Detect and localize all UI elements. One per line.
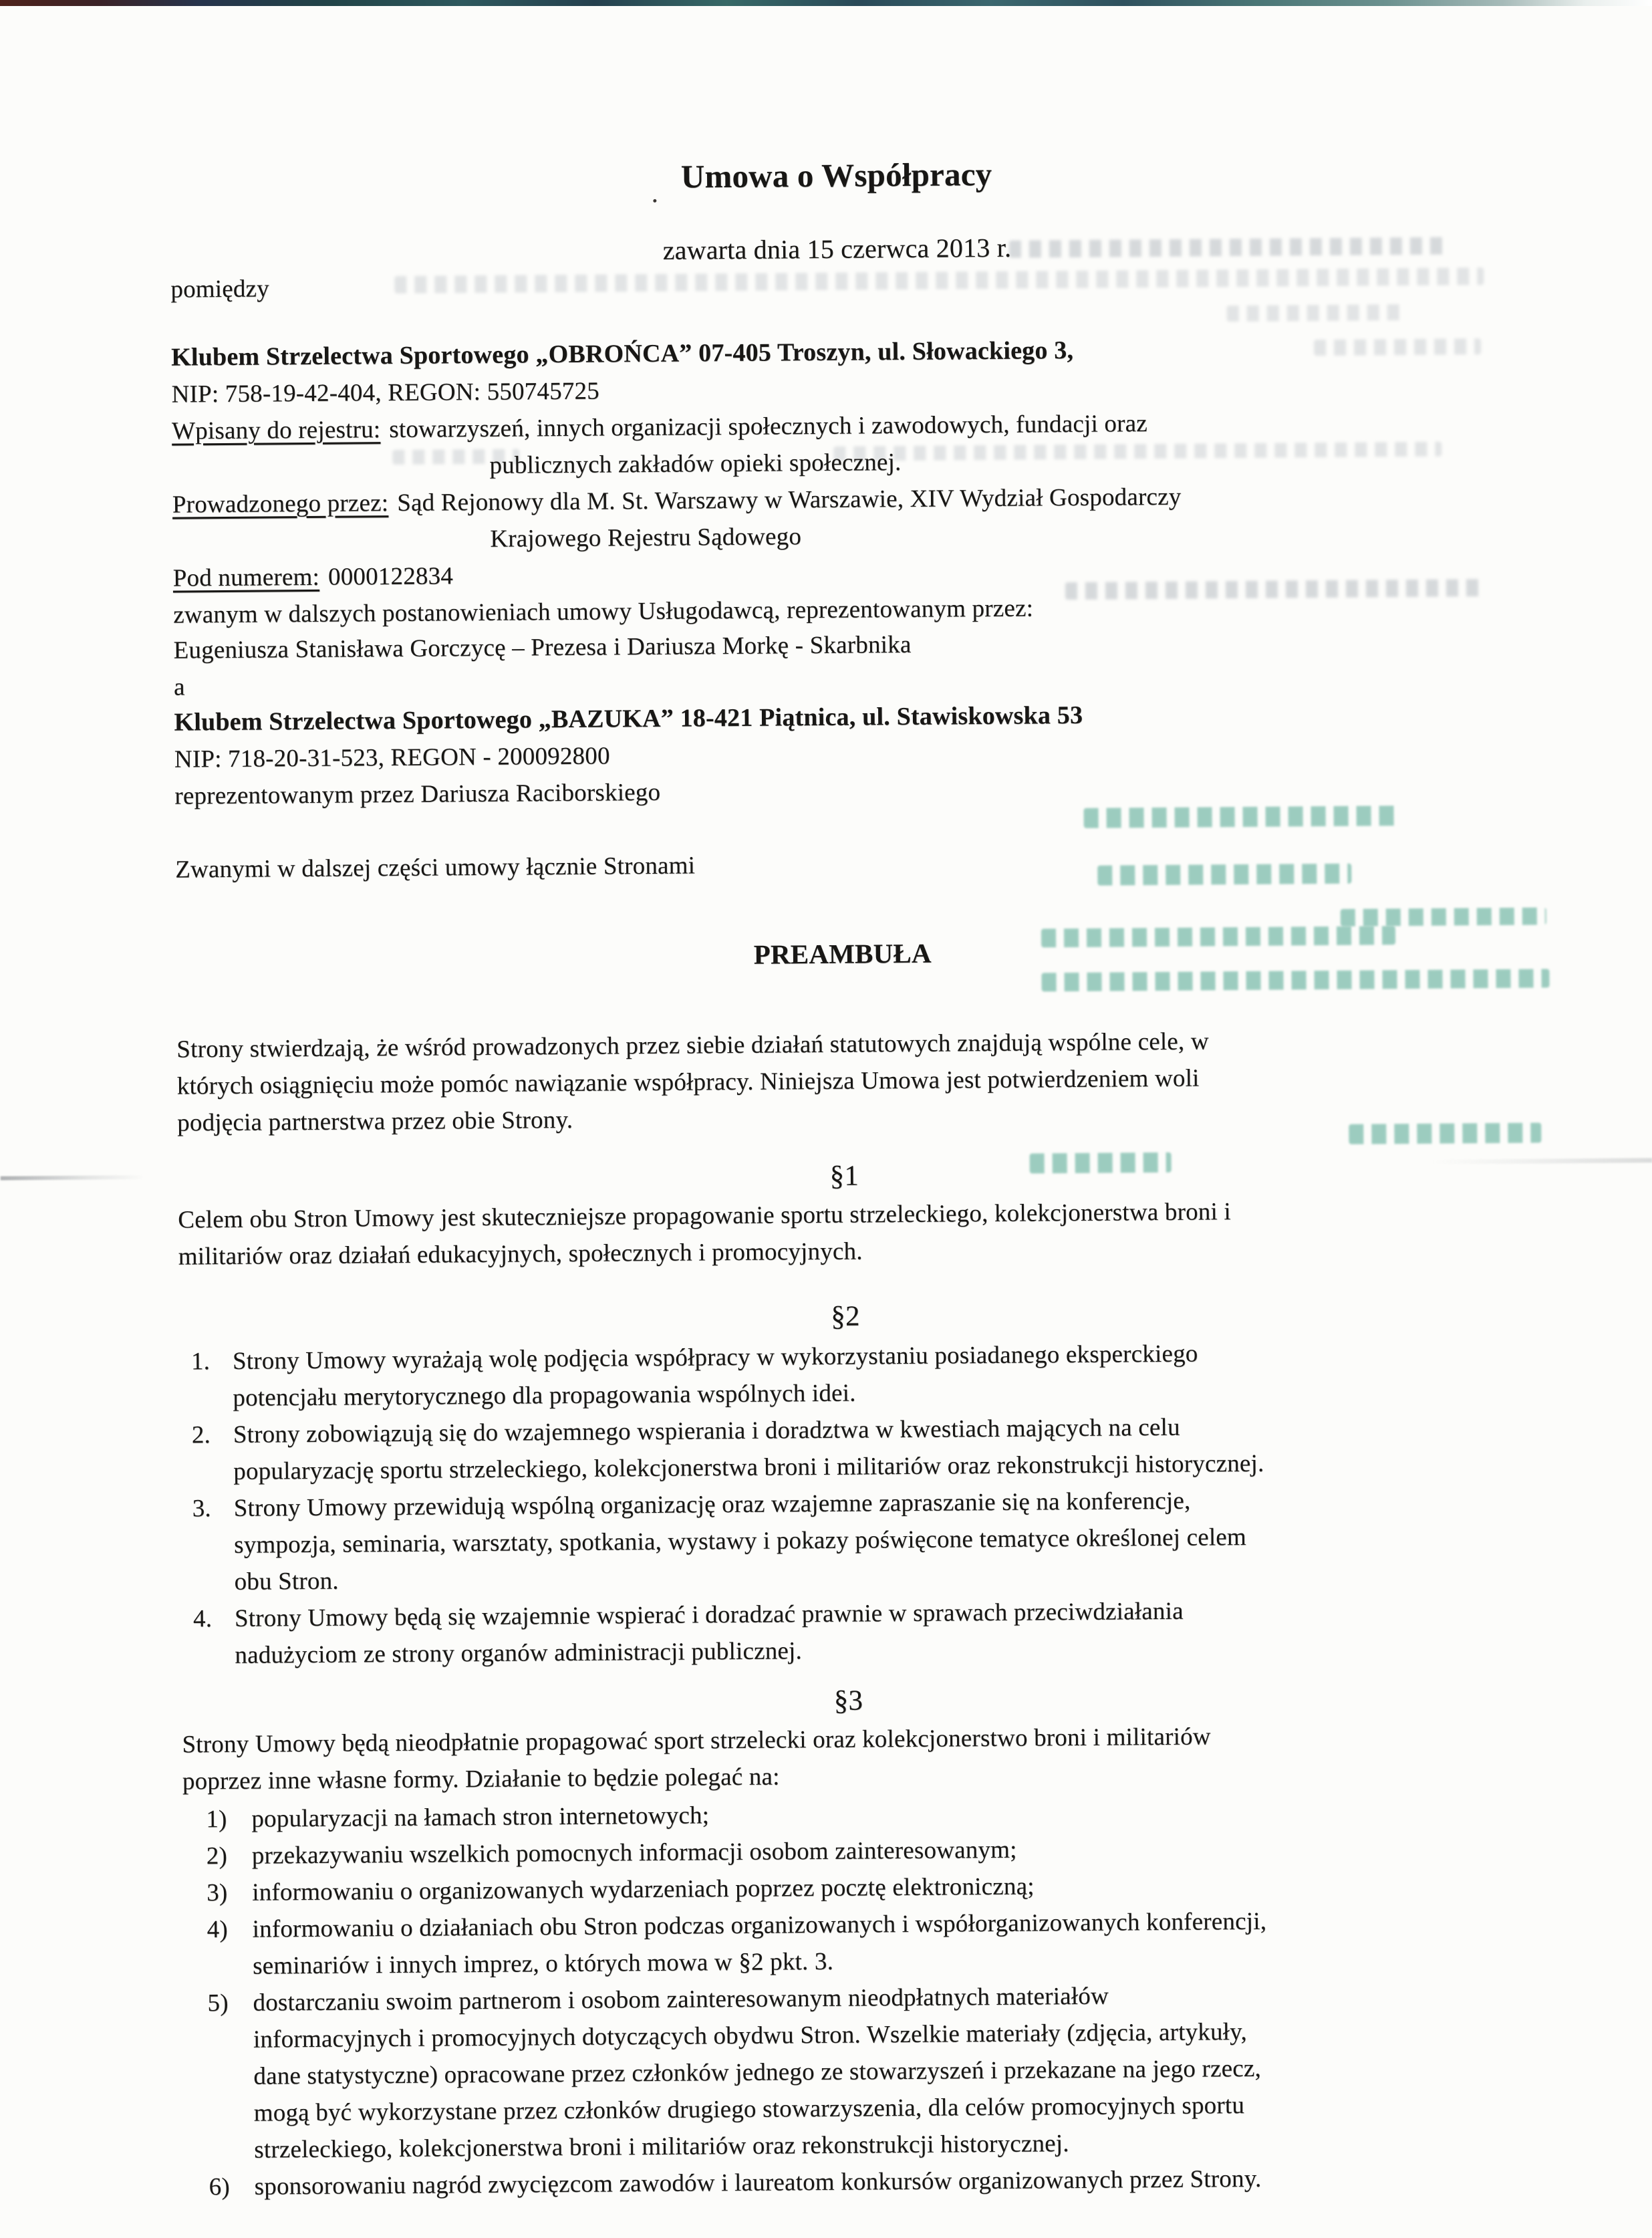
bleedthrough-text-ghost	[1314, 338, 1481, 356]
list-item-line: przekazywaniu wszelkich pomocnych informacji osobom zainteresowanym;	[251, 1836, 1017, 1870]
list-item-line: Strony Umowy przewidują wspólną organizację oraz wzajemne zapraszanie się na konferencje,	[233, 1487, 1191, 1522]
section1-paragraph	[178, 1193, 1231, 1275]
section1-line: militariów oraz działań edukacyjnych, społecznych i promocyjnych.	[178, 1237, 863, 1271]
party1-nip: NIP: 758-19-42-404, REGON: 550745725	[171, 377, 600, 408]
section3-intro	[182, 1718, 1211, 1799]
party2-name: Klubem Strzelectwa Sportowego „BAZUKA” 18-421 Piątnica, ul. Stawiskowska 53	[174, 701, 1083, 737]
list-item-line: popularyzacji na łamach stron internetowych;	[251, 1801, 710, 1833]
stamp-ghost	[1084, 805, 1401, 828]
section3-intro-line: Strony Umowy będą nieodpłatnie propagować sport strzelecki oraz kolekcjonerstwo broni i militariów	[182, 1723, 1211, 1759]
list-item-line: nadużyciom ze strony organów administracji publicznej.	[235, 1637, 803, 1669]
list-item-marker: 5)	[207, 1989, 229, 2017]
party1-krs-line	[173, 557, 454, 596]
list-item	[192, 1482, 1247, 1600]
section1-heading: §1	[829, 1160, 859, 1192]
registry-text-cont: publicznych zakładów opieki społecznej.	[489, 449, 902, 479]
bleedthrough-text-ghost	[1227, 304, 1407, 322]
krs-number-label: Pod numerem:	[172, 563, 320, 592]
bleedthrough-text-ghost	[1065, 579, 1486, 600]
list-item-line: dostarczaniu swoim partnerom i osobom zainteresowanym nieodpłatnych materiałów	[253, 1982, 1109, 2017]
list-item-line: Strony Umowy wyrażają wolę podjęcia współpracy w wykorzystaniu posiadanego eksperckiego	[232, 1340, 1198, 1375]
section3-intro-line: poprzez inne własne formy. Działanie to będzie polegać na:	[182, 1763, 780, 1795]
preamble-line: Strony stwierdzają, że wśród prowadzonych przez siebie działań statutowych znajdują wspólne cele, w	[176, 1027, 1209, 1064]
between-label: pomiędzy	[170, 275, 270, 303]
list-item-marker: 3)	[206, 1879, 228, 1907]
list-item-marker: 2)	[206, 1842, 228, 1870]
bleedthrough-text-ghost	[394, 267, 1484, 293]
bleedthrough-text-ghost	[833, 442, 1441, 461]
stamp-ghost	[1349, 1123, 1541, 1144]
stamp-ghost	[1341, 907, 1546, 926]
list-item	[209, 2160, 1261, 2205]
party1-registry-line	[172, 405, 1147, 449]
scan-streak	[1, 1175, 144, 1180]
ink-speck	[653, 199, 656, 203]
list-item-line: strzeleckiego, kolekcjonerstwa broni i militariów oraz rekonstrukcji historycznej.	[254, 2130, 1069, 2164]
stamp-ghost	[1041, 969, 1549, 991]
court-label: Prowadzonego przez:	[172, 489, 389, 519]
list-item	[193, 1593, 1184, 1674]
list-item-marker: 4.	[192, 1605, 213, 1633]
party2-representative: reprezentowanym przez Dariusza Raciborskiego	[174, 778, 661, 810]
and-connector: a	[173, 673, 185, 701]
list-item-line: sympozja, seminaria, warsztaty, spotkania, wystawy i pokazy poświęcone tematyce określonej celem	[234, 1523, 1247, 1559]
list-item-line: obu Stron.	[234, 1567, 339, 1596]
document-title: Umowa o Współpracy	[680, 155, 992, 195]
party1-court-line	[172, 479, 1182, 523]
list-item-line: popularyzację sportu strzeleckiego, kolekcjonerstwa broni i militariów oraz rekonstrukcji historycznej.	[233, 1449, 1264, 1485]
court-text: Sąd Rejonowy dla M. St. Warszawy w Warszawie, XIV Wydział Gospodarczy	[397, 483, 1182, 517]
party1-representatives: Eugeniusza Stanisława Gorczycę – Prezesa i Dariusza Morkę - Skarbnika	[173, 630, 912, 664]
preamble-line: podjęcia partnerstwa przez obie Strony.	[177, 1106, 573, 1137]
registry-text: stowarzyszeń, innych organizacji społecznych i zawodowych, fundacji oraz	[389, 410, 1148, 444]
list-item-line: dane statystyczne) opracowane przez członków jednego ze stowarzyszeń i przekazane na jego rzecz,	[253, 2054, 1262, 2090]
preamble-line: których osiągnięciu może pomóc nawiązanie współpracy. Niniejsza Umowa jest potwierdzeniem woli	[176, 1064, 1200, 1100]
krs-number-value: 0000122834	[327, 562, 454, 591]
preamble-paragraph	[176, 1023, 1210, 1141]
registry-label: Wpisany do rejestru:	[171, 416, 381, 445]
jointly-line: Zwanymi w dalszej części umowy łącznie Stronami	[175, 852, 696, 884]
list-item-marker: 1)	[206, 1806, 227, 1834]
section1-line: Celem obu Stron Umowy jest skuteczniejsze propagowanie sportu strzeleckiego, kolekcjonerstwa broni i	[178, 1198, 1232, 1234]
list-item-line: mogą być wykorzystane przez członków drugiego stowarzyszenia, dla celów promocyjnych sportu	[253, 2092, 1245, 2127]
date-line: zawarta dnia 15 czerwca 2013 r.	[662, 232, 1012, 265]
party1-called-line: zwanym w dalszych postanowieniach umowy Usługodawcą, reprezentowanym przez:	[173, 594, 1034, 629]
list-item	[191, 1336, 1198, 1417]
list-item-line: seminariów i innych imprez, o których mowa w §2 pkt. 3.	[252, 1947, 834, 1980]
list-item-marker: 1.	[190, 1348, 211, 1376]
preamble-heading: PREAMBUŁA	[753, 937, 932, 970]
list-item-line: informacyjnych i promocyjnych dotyczących obydwu Stron. Wszelkie materiały (zdjęcia, artykuły,	[253, 2018, 1248, 2054]
list-item	[192, 1408, 1264, 1491]
list-item-line: informowaniu o działaniach obu Stron podczas organizowanych i współorganizowanych konferencji,	[252, 1907, 1267, 1943]
list-item-line: potencjału merytorycznego dla propagowania wspólnych idei.	[233, 1379, 856, 1412]
list-item	[206, 1797, 709, 1838]
section2-heading: §2	[831, 1300, 860, 1332]
section3-heading: §3	[833, 1685, 863, 1717]
list-item	[207, 1977, 1262, 2168]
list-item-line: Strony zobowiązują się do wzajemnego wspierania i doradztwa w kwestiach mających na celu	[233, 1413, 1180, 1449]
list-item-line: Strony Umowy będą się wzajemnie wspierać i doradzać prawnie w sprawach przeciwdziałania	[234, 1597, 1184, 1632]
list-item-marker: 6)	[209, 2173, 231, 2201]
list-item-line: informowaniu o organizowanych wydarzeniach poprzez pocztę elektroniczną;	[252, 1872, 1035, 1906]
list-item-marker: 4)	[206, 1916, 229, 1944]
stamp-ghost	[1097, 864, 1351, 886]
list-item-marker: 2.	[191, 1421, 211, 1449]
list-item	[206, 1832, 1017, 1875]
list-item-marker: 3.	[192, 1495, 212, 1523]
list-item	[206, 1903, 1266, 1985]
party2-nip: NIP: 718-20-31-523, REGON - 200092800	[174, 742, 610, 773]
list-item-line: sponsorowaniu nagród zwycięzcom zawodów i laureatom konkursów organizowanych przez Strony.	[254, 2164, 1262, 2201]
court-text-cont: Krajowego Rejestru Sądowego	[490, 523, 802, 553]
list-item	[206, 1868, 1035, 1912]
party1-name: Klubem Strzelectwa Sportowego „OBROŃCA” 07-405 Troszyn, ul. Słowackiego 3,	[171, 336, 1074, 372]
